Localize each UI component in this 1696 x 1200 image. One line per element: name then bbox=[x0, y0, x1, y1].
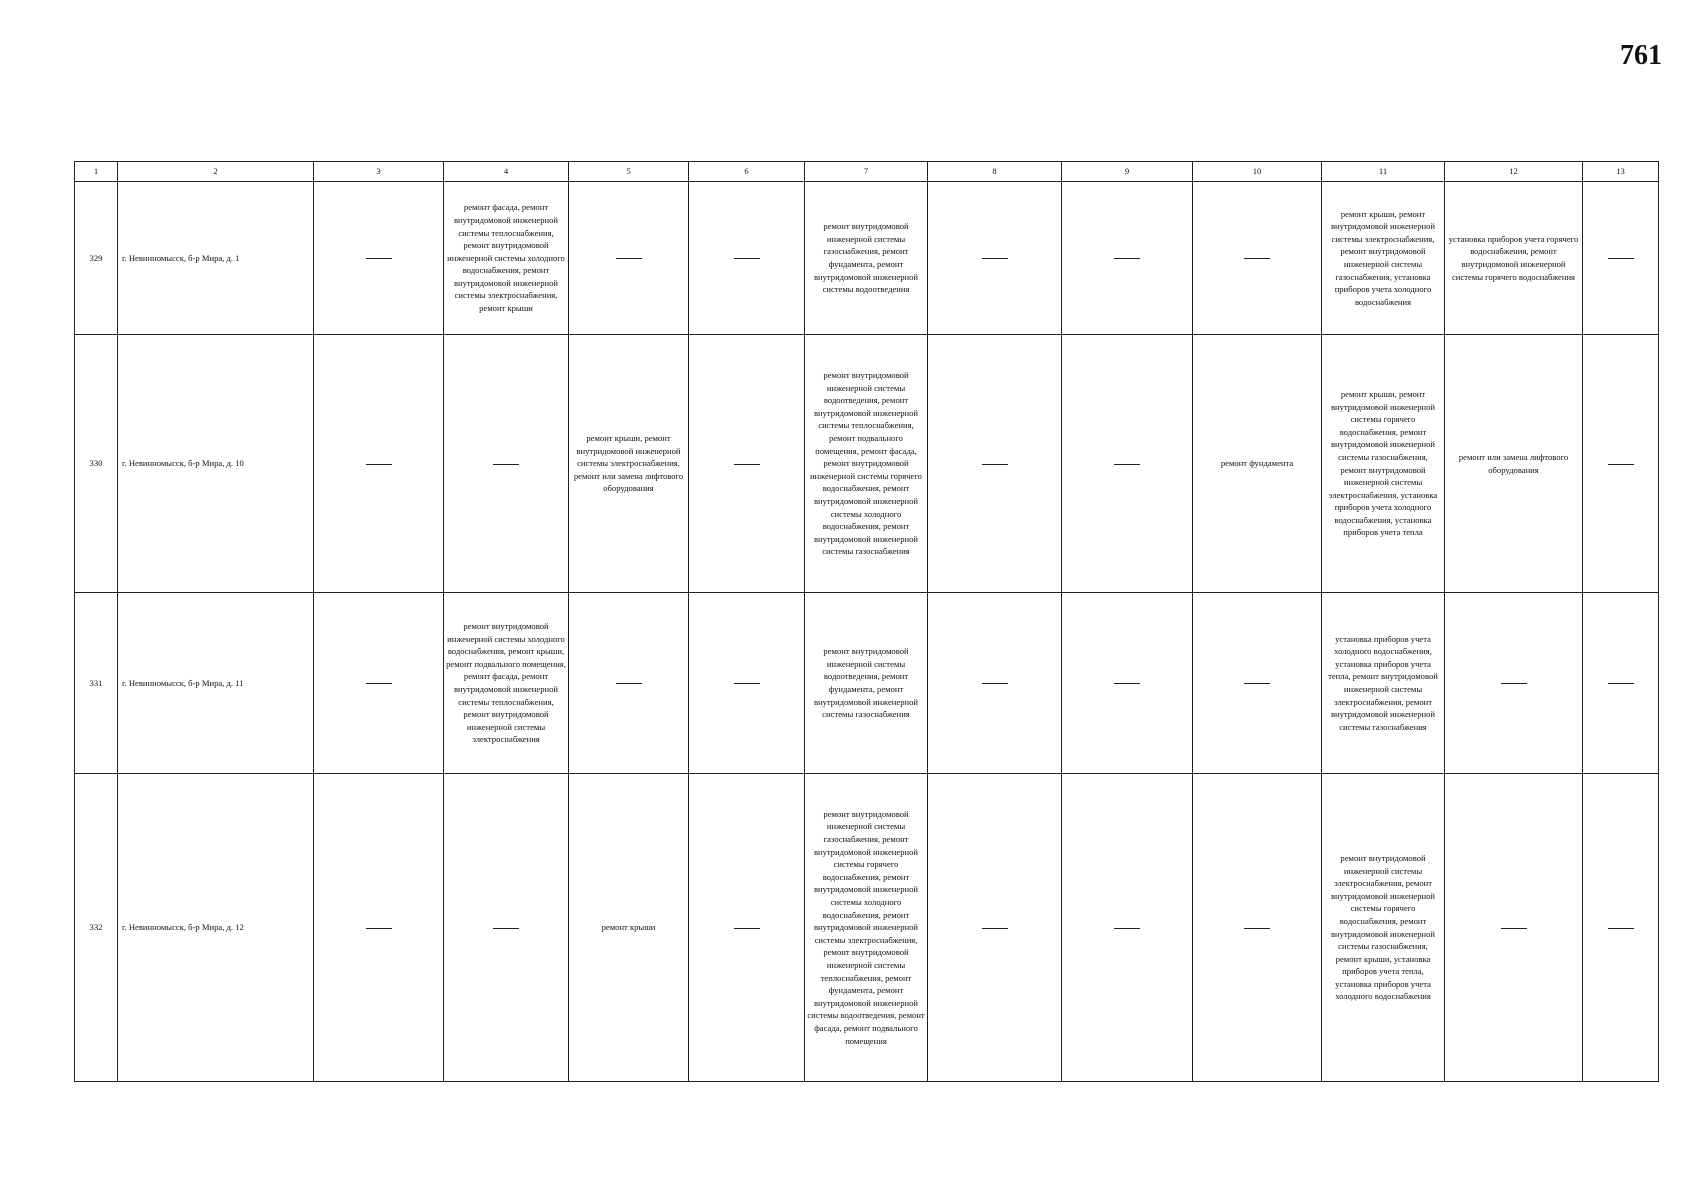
work-cell: ремонт внутридомовой инженерной системы водоотведения, ремонт фундамента, ремонт внутридомовой инженерной системы газоснабжения bbox=[805, 593, 928, 774]
empty-cell bbox=[314, 593, 444, 774]
dash-mark bbox=[1244, 683, 1270, 684]
address-cell: г. Невинномысск, б-р Мира, д. 12 bbox=[118, 774, 314, 1082]
dash-mark bbox=[1501, 683, 1527, 684]
work-cell: ремонт крыши, ремонт внутридомовой инженерной системы электроснабжения, ремонт внутридомовой инженерной системы газоснабжения, установка приборов учета холодного водоснабжения bbox=[1322, 182, 1445, 335]
empty-cell bbox=[1062, 774, 1193, 1082]
column-header: 1 bbox=[75, 162, 118, 182]
column-header: 13 bbox=[1583, 162, 1659, 182]
empty-cell bbox=[314, 774, 444, 1082]
empty-cell bbox=[1193, 182, 1322, 335]
work-cell: ремонт внутридомовой инженерной системы холодного водоснабжения, ремонт крыши, ремонт подвального помещения, ремонт фасада, ремонт внутридомовой инженерной системы теплоснабжения, ремонт внутридомовой инженерной системы электроснабжения bbox=[444, 593, 569, 774]
dash-mark bbox=[616, 683, 642, 684]
address-cell: г. Невинномысск, б-р Мира, д. 1 bbox=[118, 182, 314, 335]
dash-mark bbox=[1114, 928, 1140, 929]
work-cell: ремонт внутридомовой инженерной системы газоснабжения, ремонт внутридомовой инженерной системы горячего водоснабжения, ремонт внутридомовой инженерной системы холодного водоснабжения, ремонт внутридомовой инженерной системы электроснабжения, ремонт внутридомовой инженерной системы теплоснабжения, ремонт фундамента, ремонт внутридомовой инженерной системы водоотведения, ремонт фасада, ремонт подвального помещения bbox=[805, 774, 928, 1082]
empty-cell bbox=[689, 335, 805, 593]
empty-cell bbox=[1062, 335, 1193, 593]
empty-cell bbox=[1193, 774, 1322, 1082]
column-header: 5 bbox=[569, 162, 689, 182]
work-cell: ремонт крыши, ремонт внутридомовой инженерной системы горячего водоснабжения, ремонт внутридомовой инженерной системы газоснабжения, ремонт внутридомовой инженерной системы электроснабжения, установка приборов учета холодного водоснабжения, установка приборов учета тепла bbox=[1322, 335, 1445, 593]
address-cell: г. Невинномысск, б-р Мира, д. 10 bbox=[118, 335, 314, 593]
dash-mark bbox=[493, 928, 519, 929]
work-cell: ремонт или замена лифтового оборудования bbox=[1445, 335, 1583, 593]
empty-cell bbox=[689, 593, 805, 774]
work-cell: установка приборов учета горячего водоснабжения, ремонт внутридомовой инженерной системы горячего водоснабжения bbox=[1445, 182, 1583, 335]
row-number: 332 bbox=[75, 774, 118, 1082]
empty-cell bbox=[444, 774, 569, 1082]
dash-mark bbox=[1608, 258, 1634, 259]
column-header: 7 bbox=[805, 162, 928, 182]
dash-mark bbox=[493, 464, 519, 465]
row-number: 330 bbox=[75, 335, 118, 593]
capital-repair-table bbox=[74, 161, 1659, 1082]
empty-cell bbox=[1583, 335, 1659, 593]
column-header: 6 bbox=[689, 162, 805, 182]
page-number: 761 bbox=[1620, 40, 1662, 71]
column-header: 2 bbox=[118, 162, 314, 182]
address-cell: г. Невинномысск, б-р Мира, д. 11 bbox=[118, 593, 314, 774]
dash-mark bbox=[982, 928, 1008, 929]
column-number-row bbox=[75, 162, 1659, 182]
dash-mark bbox=[1608, 928, 1634, 929]
empty-cell bbox=[928, 182, 1062, 335]
work-cell: ремонт крыши bbox=[569, 774, 689, 1082]
work-cell: ремонт фасада, ремонт внутридомовой инженерной системы теплоснабжения, ремонт внутридомовой инженерной системы холодного водоснабжения, ремонт внутридомовой инженерной системы электроснабжения, ремонт крыши bbox=[444, 182, 569, 335]
work-cell: ремонт внутридомовой инженерной системы электроснабжения, ремонт внутридомовой инженерной системы горячего водоснабжения, ремонт внутридомовой инженерной системы газоснабжения, ремонт крыши, установка приборов учета тепла, установка приборов учета холодного водоснабжения bbox=[1322, 774, 1445, 1082]
dash-mark bbox=[366, 683, 392, 684]
dash-mark bbox=[1608, 683, 1634, 684]
empty-cell bbox=[928, 335, 1062, 593]
dash-mark bbox=[1244, 928, 1270, 929]
dash-mark bbox=[366, 464, 392, 465]
dash-mark bbox=[734, 258, 760, 259]
work-cell: установка приборов учета холодного водоснабжения, установка приборов учета тепла, ремонт внутридомовой инженерной системы электроснабжения, ремонт внутридомовой инженерной системы газоснабжения bbox=[1322, 593, 1445, 774]
empty-cell bbox=[1445, 593, 1583, 774]
empty-cell bbox=[1062, 593, 1193, 774]
empty-cell bbox=[314, 335, 444, 593]
empty-cell bbox=[689, 182, 805, 335]
dash-mark bbox=[982, 464, 1008, 465]
dash-mark bbox=[1608, 464, 1634, 465]
dash-mark bbox=[982, 683, 1008, 684]
empty-cell bbox=[1062, 182, 1193, 335]
work-cell: ремонт внутридомовой инженерной системы водоотведения, ремонт внутридомовой инженерной системы теплоснабжения, ремонт подвального помещения, ремонт фасада, ремонт внутридомовой инженерной системы горячего водоснабжения, ремонт внутридомовой инженерной системы холодного водоснабжения, ремонт внутридомовой инженерной системы газоснабжения bbox=[805, 335, 928, 593]
empty-cell bbox=[689, 774, 805, 1082]
column-header: 11 bbox=[1322, 162, 1445, 182]
dash-mark bbox=[1114, 683, 1140, 684]
empty-cell bbox=[314, 182, 444, 335]
work-cell: ремонт внутридомовой инженерной системы газоснабжения, ремонт фундамента, ремонт внутридомовой инженерной системы водоотведения bbox=[805, 182, 928, 335]
column-header: 8 bbox=[928, 162, 1062, 182]
column-header: 4 bbox=[444, 162, 569, 182]
empty-cell bbox=[1583, 774, 1659, 1082]
dash-mark bbox=[1114, 258, 1140, 259]
dash-mark bbox=[734, 928, 760, 929]
dash-mark bbox=[734, 464, 760, 465]
empty-cell bbox=[928, 774, 1062, 1082]
work-cell: ремонт крыши, ремонт внутридомовой инженерной системы электроснабжения, ремонт или замена лифтового оборудования bbox=[569, 335, 689, 593]
dash-mark bbox=[366, 928, 392, 929]
table-row bbox=[75, 335, 1659, 593]
column-header: 10 bbox=[1193, 162, 1322, 182]
dash-mark bbox=[734, 683, 760, 684]
table-row bbox=[75, 182, 1659, 335]
empty-cell bbox=[1193, 593, 1322, 774]
work-cell: ремонт фундамента bbox=[1193, 335, 1322, 593]
table-row bbox=[75, 593, 1659, 774]
column-header: 12 bbox=[1445, 162, 1583, 182]
dash-mark bbox=[982, 258, 1008, 259]
dash-mark bbox=[616, 258, 642, 259]
row-number: 331 bbox=[75, 593, 118, 774]
empty-cell bbox=[569, 182, 689, 335]
dash-mark bbox=[1244, 258, 1270, 259]
dash-mark bbox=[1114, 464, 1140, 465]
empty-cell bbox=[444, 335, 569, 593]
empty-cell bbox=[1583, 182, 1659, 335]
column-header: 9 bbox=[1062, 162, 1193, 182]
table-row bbox=[75, 774, 1659, 1082]
empty-cell bbox=[569, 593, 689, 774]
dash-mark bbox=[1501, 928, 1527, 929]
column-header: 3 bbox=[314, 162, 444, 182]
empty-cell bbox=[928, 593, 1062, 774]
empty-cell bbox=[1445, 774, 1583, 1082]
empty-cell bbox=[1583, 593, 1659, 774]
row-number: 329 bbox=[75, 182, 118, 335]
dash-mark bbox=[366, 258, 392, 259]
